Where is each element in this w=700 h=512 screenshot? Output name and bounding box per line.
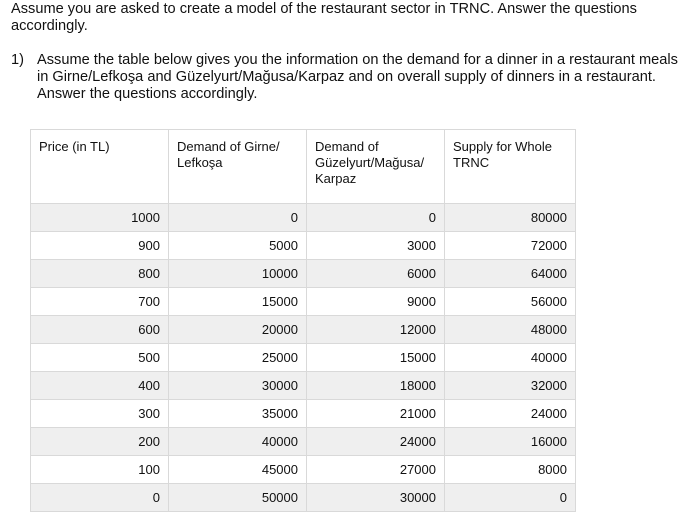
supply-cell: 40000 [445, 344, 576, 372]
price-cell: 200 [31, 428, 169, 456]
table-row [31, 372, 576, 400]
demand-guzelyurt-cell: 9000 [307, 288, 445, 316]
demand-girne-cell: 25000 [169, 344, 307, 372]
question-text: Assume the table below gives you the information on the demand for a dinner in a restaurant meals in Girne/Lefkoşa and Güzelyurt/Mağusa/Karpaz and on overall supply of dinners in a restaurant. Answer the questions accordingly. [37, 52, 678, 102]
demand-guzelyurt-cell: 30000 [307, 484, 445, 512]
demand-girne-cell: 35000 [169, 400, 307, 428]
demand-girne-cell: 30000 [169, 372, 307, 400]
demand-guzelyurt-cell: 3000 [307, 232, 445, 260]
demand-girne-cell: 40000 [169, 428, 307, 456]
price-cell: 0 [31, 484, 169, 512]
question-number: 1) [11, 52, 24, 68]
supply-cell: 72000 [445, 232, 576, 260]
supply-cell: 24000 [445, 400, 576, 428]
header-demand-girne-lefkosa: Demand of Girne/ Lefkoşa [169, 130, 307, 204]
table-row [31, 204, 576, 232]
demand-guzelyurt-cell: 6000 [307, 260, 445, 288]
table-row [31, 428, 576, 456]
header-demand-guzelyurt-magusa-karpaz: Demand of Güzelyurt/Mağusa/ Karpaz [307, 130, 445, 204]
price-cell: 400 [31, 372, 169, 400]
supply-cell: 0 [445, 484, 576, 512]
question-1 [11, 52, 691, 103]
demand-guzelyurt-cell: 21000 [307, 400, 445, 428]
price-cell: 100 [31, 456, 169, 484]
table-row [31, 484, 576, 512]
table-row [31, 316, 576, 344]
demand-guzelyurt-cell: 0 [307, 204, 445, 232]
price-cell: 600 [31, 316, 169, 344]
demand-girne-cell: 20000 [169, 316, 307, 344]
demand-girne-cell: 10000 [169, 260, 307, 288]
table-row [31, 232, 576, 260]
demand-guzelyurt-cell: 15000 [307, 344, 445, 372]
price-cell: 500 [31, 344, 169, 372]
demand-girne-cell: 15000 [169, 288, 307, 316]
supply-cell: 8000 [445, 456, 576, 484]
supply-cell: 56000 [445, 288, 576, 316]
table-row [31, 260, 576, 288]
supply-cell: 80000 [445, 204, 576, 232]
supply-cell: 32000 [445, 372, 576, 400]
demand-girne-cell: 50000 [169, 484, 307, 512]
price-cell: 700 [31, 288, 169, 316]
demand-guzelyurt-cell: 24000 [307, 428, 445, 456]
demand-girne-cell: 0 [169, 204, 307, 232]
supply-cell: 48000 [445, 316, 576, 344]
intro-text: Assume you are asked to create a model of the restaurant sector in TRNC. Answer the questions accordingly. [11, 1, 637, 34]
table-header-row [31, 130, 576, 204]
price-cell: 900 [31, 232, 169, 260]
price-cell: 300 [31, 400, 169, 428]
table-row [31, 288, 576, 316]
demand-girne-cell: 45000 [169, 456, 307, 484]
data-table [30, 129, 576, 512]
table-row [31, 400, 576, 428]
price-cell: 1000 [31, 204, 169, 232]
table-row [31, 344, 576, 372]
supply-cell: 64000 [445, 260, 576, 288]
supply-cell: 16000 [445, 428, 576, 456]
demand-guzelyurt-cell: 18000 [307, 372, 445, 400]
header-supply-trnc: Supply for Whole TRNC [445, 130, 576, 204]
header-price: Price (in TL) [31, 130, 169, 204]
demand-guzelyurt-cell: 27000 [307, 456, 445, 484]
table-row [31, 456, 576, 484]
demand-guzelyurt-cell: 12000 [307, 316, 445, 344]
price-cell: 800 [31, 260, 169, 288]
demand-girne-cell: 5000 [169, 232, 307, 260]
